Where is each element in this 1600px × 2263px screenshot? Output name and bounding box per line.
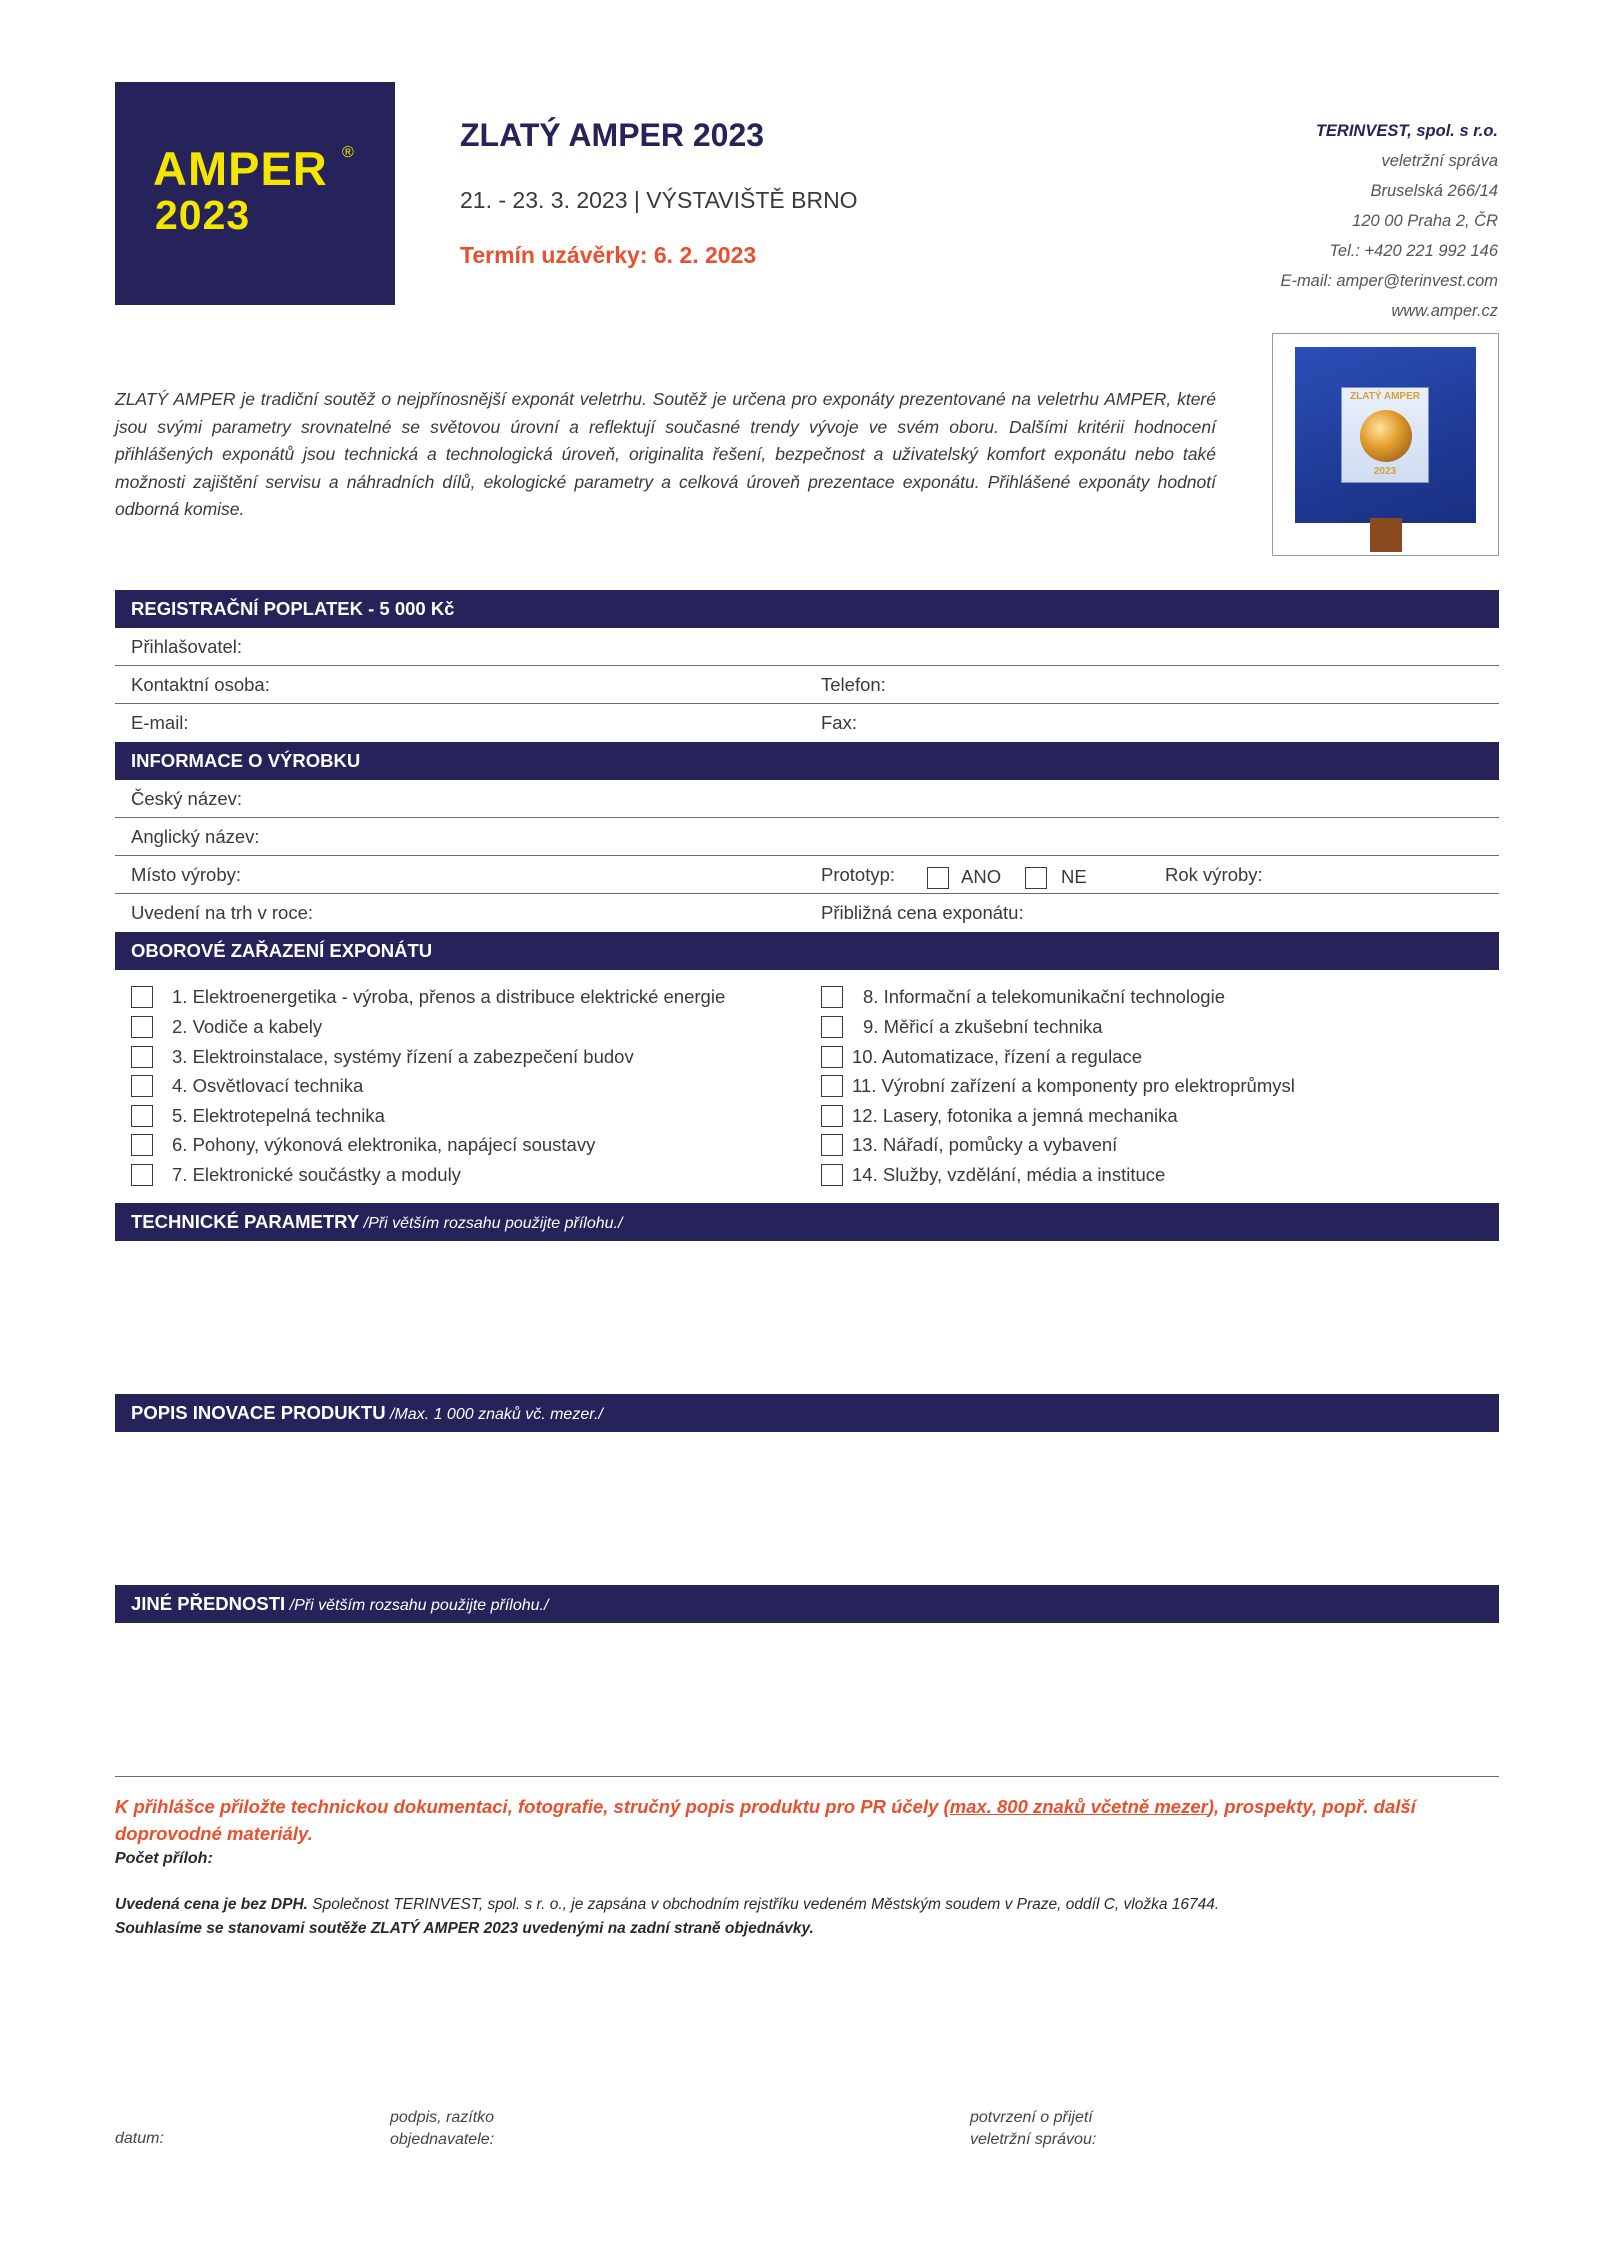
address-phone: Tel.: +420 221 992 146 — [1329, 242, 1498, 260]
technical-textarea[interactable] — [115, 1241, 1499, 1394]
category-label: 12. Lasery, fotonika a jemná mechanika — [852, 1105, 1178, 1126]
row-english-name[interactable] — [115, 818, 1499, 856]
section-technical — [115, 1203, 1499, 1241]
section-heading: OBOROVÉ ZAŘAZENÍ EXPONÁTU — [131, 940, 433, 961]
trophy-image — [1272, 333, 1499, 556]
section-heading: REGISTRAČNÍ POPLATEK - 5 000 Kč — [131, 598, 455, 619]
category-label: 5. Elektrotepelná technika — [172, 1105, 385, 1126]
section-innovation — [115, 1394, 1499, 1432]
date-label: datum: — [115, 2130, 164, 2147]
section-product — [115, 742, 1499, 780]
signature-label — [390, 2107, 494, 2151]
row-market[interactable] — [115, 894, 1499, 932]
contact-label: Kontaktní osoba: — [131, 674, 270, 695]
address-line: Bruselská 266/14 — [1370, 182, 1498, 200]
row-email[interactable] — [115, 704, 1499, 742]
section-categories — [115, 932, 1499, 970]
registered-mark: ® — [342, 144, 354, 161]
english-name-label: Anglický název: — [131, 826, 260, 847]
page-title: ZLATÝ AMPER 2023 — [460, 117, 765, 153]
address-email: E-mail: amper@terinvest.com — [1280, 272, 1498, 290]
category-checkbox[interactable] — [821, 1164, 843, 1186]
category-checkbox[interactable] — [821, 1134, 843, 1156]
category-label: 3. Elektroinstalace, systémy řízení a zabezpečení budov — [172, 1046, 634, 1067]
category-checkbox[interactable] — [131, 986, 153, 1008]
address-web: www.amper.cz — [1391, 302, 1498, 320]
phone-label: Telefon: — [821, 674, 886, 695]
category-label: 14. Služby, vzdělání, média a instituce — [852, 1164, 1166, 1185]
applicant-label: Přihlašovatel: — [131, 636, 243, 657]
vat-note: Uvedená cena je bez DPH. — [115, 1896, 308, 1913]
attachments-text: ), prospekty, popř. další doprovodné materiály. — [115, 1796, 1416, 1844]
section-registration — [115, 590, 1499, 628]
divider — [115, 1776, 1499, 1777]
event-dates: 21. - 23. 3. 2023 | VÝSTAVIŠTĚ BRNO — [460, 187, 858, 213]
confirmation-line1: potvrzení o přijetí — [970, 2109, 1093, 2126]
trophy-background — [1295, 347, 1476, 523]
legal-note — [115, 1896, 1219, 1914]
category-label: 10. Automatizace, řízení a regulace — [852, 1046, 1143, 1067]
category-checkbox[interactable] — [131, 1075, 153, 1097]
category-checkbox[interactable] — [131, 1016, 153, 1038]
prototype-yes-checkbox[interactable] — [927, 867, 949, 889]
intro-text: ZLATÝ AMPER je tradiční soutěž o nejpřínosnější exponát veletrhu. Soutěž je určena pro exponáty prezentované na veletrhu AMPER, které jsou svými parametry srovnatelné se světovou úrovní a reflektují současné trendy vývoje ve svém oboru. Dalšími kritérii hodnocení přihlášených exponátů jsou technická a technologická úroveň, originalita řešení, bezpečnost a uživatelský komfort exponátu nebo také možnosti zajištění servisu a náhradních dílů, ekologické parametry a celková úroveň prezentace exponátu. Přihlášené exponáty hodnotí odborná komise. — [115, 389, 1216, 519]
agreement-note: Souhlasíme se stanovami soutěže ZLATÝ AMPER 2023 uvedenými na zadní straně objednávky. — [115, 1920, 814, 1937]
year-label: Rok výroby: — [1165, 864, 1263, 885]
row-contact[interactable] — [115, 666, 1499, 704]
category-checkbox[interactable] — [131, 1164, 153, 1186]
prototype-yes-label: ANO — [961, 866, 1002, 887]
place-label: Místo výroby: — [131, 864, 241, 885]
section-heading: POPIS INOVACE PRODUKTU — [131, 1402, 386, 1423]
attachments-note — [115, 1793, 1499, 1847]
trophy-ball — [1360, 410, 1412, 462]
category-checkbox[interactable] — [131, 1046, 153, 1068]
price-label: Přibližná cena exponátu: — [821, 902, 1024, 923]
trophy-label: ZLATÝ AMPER — [1350, 391, 1420, 402]
category-label: 9. Měřicí a zkušební technika — [863, 1016, 1103, 1037]
czech-name-label: Český název: — [131, 788, 243, 809]
other-textarea[interactable] — [115, 1623, 1499, 1776]
organizer-address — [1280, 116, 1498, 326]
amper-logo — [115, 82, 395, 305]
category-checkbox[interactable] — [821, 1105, 843, 1127]
trophy-stand — [1370, 518, 1402, 552]
section-other — [115, 1585, 1499, 1623]
address-line: 120 00 Praha 2, ČR — [1352, 212, 1498, 230]
trophy-cube — [1341, 387, 1429, 483]
section-note: /Max. 1 000 znaků vč. mezer./ — [385, 1406, 603, 1423]
innovation-textarea[interactable] — [115, 1432, 1499, 1585]
category-label: 1. Elektroenergetika - výroba, přenos a distribuce elektrické energie — [172, 986, 726, 1007]
category-checkbox[interactable] — [821, 1046, 843, 1068]
category-label: 2. Vodiče a kabely — [172, 1016, 323, 1037]
category-checkbox[interactable] — [821, 1075, 843, 1097]
category-checkbox[interactable] — [821, 986, 843, 1008]
category-label: 13. Nářadí, pomůcky a vybavení — [852, 1134, 1118, 1155]
fax-label: Fax: — [821, 712, 857, 733]
attachments-count-label: Počet příloh: — [115, 1850, 213, 1867]
deadline: Termín uzávěrky: 6. 2. 2023 — [460, 242, 757, 268]
section-note: /Při větším rozsahu použijte přílohu./ — [359, 1215, 623, 1232]
logo-text: AMPER — [153, 142, 328, 195]
registry-note: Společnost TERINVEST, spol. s r. o., je zapsána v obchodním rejstříku vedeném Městským soudem v Praze, oddíl C, vložka 16744. — [307, 1896, 1220, 1913]
attachments-limit: max. 800 znaků včetně mezer — [949, 1796, 1208, 1817]
section-heading: INFORMACE O VÝROBKU — [131, 750, 361, 771]
logo-year: 2023 — [155, 192, 251, 238]
attachments-text: K přihlášce přiložte technickou dokumentaci, fotografie, stručný popis produktu pro PR účely ( — [115, 1796, 950, 1817]
category-label: 11. Výrobní zařízení a komponenty pro elektroprůmysl — [852, 1075, 1295, 1096]
trophy-year: 2023 — [1373, 466, 1397, 477]
confirmation-line2: veletržní správou: — [970, 2131, 1097, 2148]
row-place[interactable] — [115, 856, 1499, 894]
category-label: 4. Osvětlovací technika — [172, 1075, 364, 1096]
section-note: /Při větším rozsahu použijte přílohu./ — [285, 1597, 549, 1614]
category-label: 7. Elektronické součástky a moduly — [172, 1164, 461, 1185]
prototype-no-checkbox[interactable] — [1025, 867, 1047, 889]
company-name: TERINVEST, spol. s r.o. — [1315, 122, 1498, 140]
row-czech-name[interactable] — [115, 780, 1499, 818]
category-checkbox[interactable] — [131, 1105, 153, 1127]
category-checkbox[interactable] — [131, 1134, 153, 1156]
email-label: E-mail: — [131, 712, 189, 733]
section-heading: JINÉ PŘEDNOSTI — [131, 1593, 286, 1614]
category-checkbox[interactable] — [821, 1016, 843, 1038]
section-heading: TECHNICKÉ PARAMETRY — [131, 1211, 360, 1232]
confirmation-label — [970, 2107, 1096, 2151]
category-label: 8. Informační a telekomunikační technologie — [863, 986, 1225, 1007]
market-label: Uvedení na trh v roce: — [131, 902, 314, 923]
address-line: veletržní správa — [1381, 152, 1498, 170]
prototype-label: Prototyp: — [821, 864, 896, 885]
signature-line1: podpis, razítko — [390, 2109, 495, 2126]
category-label: 6. Pohony, výkonová elektronika, napájecí soustavy — [172, 1134, 596, 1155]
row-applicant[interactable] — [115, 628, 1499, 666]
signature-line2: objednavatele: — [390, 2131, 495, 2148]
prototype-no-label: NE — [1061, 866, 1087, 887]
